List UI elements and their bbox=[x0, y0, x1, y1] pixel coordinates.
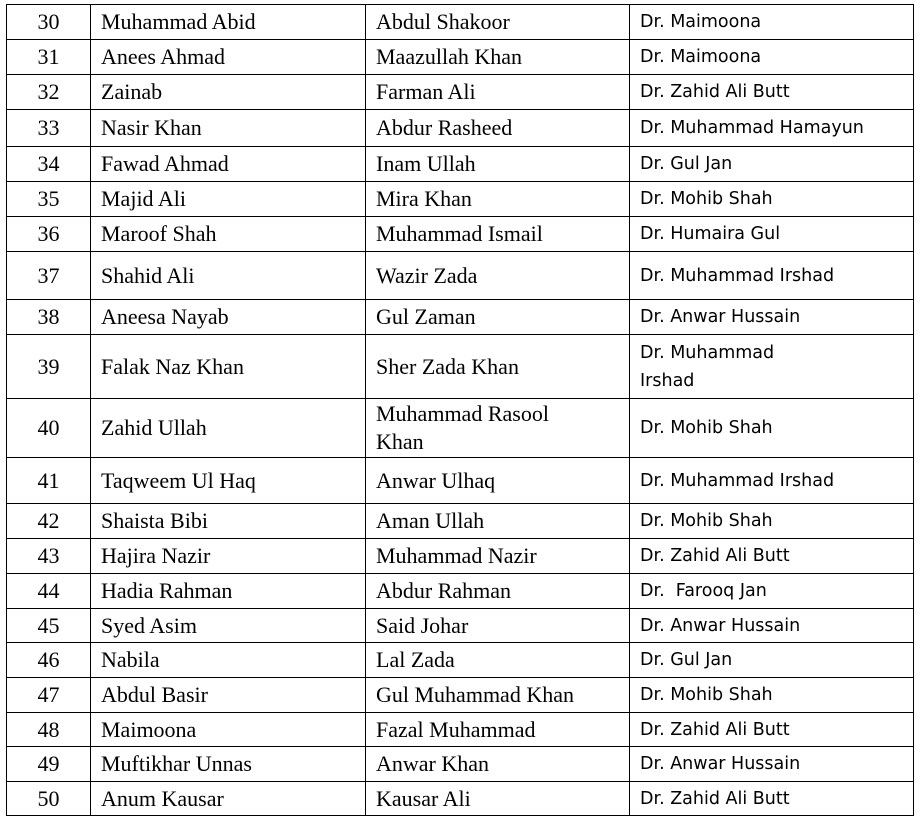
supervisor-name: Dr. Maimoona bbox=[630, 40, 914, 75]
supervisor-name: Dr. Muhammad Irshad bbox=[630, 458, 914, 504]
supervisor-name: Dr. Mohib Shah bbox=[630, 678, 914, 713]
serial-number: 37 bbox=[7, 252, 91, 300]
student-name: Majid Ali bbox=[91, 182, 366, 217]
table-row bbox=[7, 574, 914, 609]
supervisor-name: Dr. Zahid Ali Butt bbox=[630, 713, 914, 747]
serial-number: 40 bbox=[7, 399, 91, 458]
student-name: Zainab bbox=[91, 75, 366, 110]
father-name: Anwar Khan bbox=[366, 747, 630, 782]
supervisor-name: Dr. Anwar Hussain bbox=[630, 609, 914, 643]
serial-number: 36 bbox=[7, 217, 91, 252]
table-row bbox=[7, 458, 914, 504]
supervisor-name: Dr. Mohib Shah bbox=[630, 399, 914, 458]
serial-number: 30 bbox=[7, 5, 91, 40]
father-name: Abdur Rasheed bbox=[366, 110, 630, 147]
father-name: Anwar Ulhaq bbox=[366, 458, 630, 504]
table-row bbox=[7, 539, 914, 574]
serial-number: 41 bbox=[7, 458, 91, 504]
student-name: Muhammad Abid bbox=[91, 5, 366, 40]
supervisor-name: Dr. Zahid Ali Butt bbox=[630, 75, 914, 110]
father-name: Sher Zada Khan bbox=[366, 335, 630, 399]
supervisor-name: Dr. Muhammad Irshad bbox=[630, 252, 914, 300]
student-name: Shahid Ali bbox=[91, 252, 366, 300]
father-name: Lal Zada bbox=[366, 643, 630, 678]
father-name: Abdur Rahman bbox=[366, 574, 630, 609]
supervisor-name: Dr. Mohib Shah bbox=[630, 504, 914, 539]
supervisor-name: Dr. Gul Jan bbox=[630, 147, 914, 182]
supervisor-name: Dr. Humaira Gul bbox=[630, 217, 914, 252]
student-name: Maroof Shah bbox=[91, 217, 366, 252]
student-name: Fawad Ahmad bbox=[91, 147, 366, 182]
serial-number: 43 bbox=[7, 539, 91, 574]
father-name: Wazir Zada bbox=[366, 252, 630, 300]
supervisor-name: Dr. Zahid Ali Butt bbox=[630, 539, 914, 574]
table-row bbox=[7, 713, 914, 747]
father-name: Muhammad Ismail bbox=[366, 217, 630, 252]
father-name: Gul Muhammad Khan bbox=[366, 678, 630, 713]
supervisor-name: Dr. Muhammad Hamayun bbox=[630, 110, 914, 147]
table-row bbox=[7, 747, 914, 782]
serial-number: 42 bbox=[7, 504, 91, 539]
student-name: Nasir Khan bbox=[91, 110, 366, 147]
table-row bbox=[7, 609, 914, 643]
supervisor-name: Dr. Maimoona bbox=[630, 5, 914, 40]
student-supervisor-table bbox=[6, 4, 914, 816]
serial-number: 39 bbox=[7, 335, 91, 399]
father-name: Said Johar bbox=[366, 609, 630, 643]
table-row bbox=[7, 182, 914, 217]
serial-number: 35 bbox=[7, 182, 91, 217]
father-name: Fazal Muhammad bbox=[366, 713, 630, 747]
father-name: Mira Khan bbox=[366, 182, 630, 217]
father-name: Aman Ullah bbox=[366, 504, 630, 539]
father-name: Muhammad Nazir bbox=[366, 539, 630, 574]
serial-number: 45 bbox=[7, 609, 91, 643]
table-row bbox=[7, 643, 914, 678]
supervisor-name: Dr. Zahid Ali Butt bbox=[630, 782, 914, 816]
father-name: Farman Ali bbox=[366, 75, 630, 110]
father-name: Gul Zaman bbox=[366, 300, 630, 335]
supervisor-name: Dr. Mohib Shah bbox=[630, 182, 914, 217]
serial-number: 49 bbox=[7, 747, 91, 782]
serial-number: 34 bbox=[7, 147, 91, 182]
student-name: Hadia Rahman bbox=[91, 574, 366, 609]
serial-number: 47 bbox=[7, 678, 91, 713]
student-name: Hajira Nazir bbox=[91, 539, 366, 574]
table-row bbox=[7, 504, 914, 539]
student-name: Abdul Basir bbox=[91, 678, 366, 713]
supervisor-name: Dr. Farooq Jan bbox=[630, 574, 914, 609]
student-name: Syed Asim bbox=[91, 609, 366, 643]
table-row bbox=[7, 75, 914, 110]
father-name: Kausar Ali bbox=[366, 782, 630, 816]
serial-number: 38 bbox=[7, 300, 91, 335]
supervisor-name: Dr. Gul Jan bbox=[630, 643, 914, 678]
table-row bbox=[7, 678, 914, 713]
student-name: Anum Kausar bbox=[91, 782, 366, 816]
table-row bbox=[7, 110, 914, 147]
student-name: Shaista Bibi bbox=[91, 504, 366, 539]
student-name: Aneesa Nayab bbox=[91, 300, 366, 335]
father-name: Abdul Shakoor bbox=[366, 5, 630, 40]
table-row bbox=[7, 40, 914, 75]
student-name: Nabila bbox=[91, 643, 366, 678]
serial-number: 44 bbox=[7, 574, 91, 609]
student-name: Zahid Ullah bbox=[91, 399, 366, 458]
serial-number: 32 bbox=[7, 75, 91, 110]
table-row bbox=[7, 147, 914, 182]
student-name: Anees Ahmad bbox=[91, 40, 366, 75]
table-row bbox=[7, 782, 914, 816]
table-row bbox=[7, 217, 914, 252]
supervisor-name: Dr. Muhammad Irshad bbox=[630, 335, 914, 399]
father-name: Muhammad Rasool Khan bbox=[366, 399, 630, 458]
student-name: Taqweem Ul Haq bbox=[91, 458, 366, 504]
serial-number: 31 bbox=[7, 40, 91, 75]
table-row bbox=[7, 335, 914, 399]
student-name: Maimoona bbox=[91, 713, 366, 747]
student-name: Muftikhar Unnas bbox=[91, 747, 366, 782]
serial-number: 46 bbox=[7, 643, 91, 678]
father-name: Maazullah Khan bbox=[366, 40, 630, 75]
serial-number: 33 bbox=[7, 110, 91, 147]
table-row bbox=[7, 252, 914, 300]
table-row bbox=[7, 5, 914, 40]
serial-number: 48 bbox=[7, 713, 91, 747]
serial-number: 50 bbox=[7, 782, 91, 816]
table-row bbox=[7, 399, 914, 458]
supervisor-name: Dr. Anwar Hussain bbox=[630, 300, 914, 335]
student-name: Falak Naz Khan bbox=[91, 335, 366, 399]
supervisor-name: Dr. Anwar Hussain bbox=[630, 747, 914, 782]
table-row bbox=[7, 300, 914, 335]
father-name: Inam Ullah bbox=[366, 147, 630, 182]
